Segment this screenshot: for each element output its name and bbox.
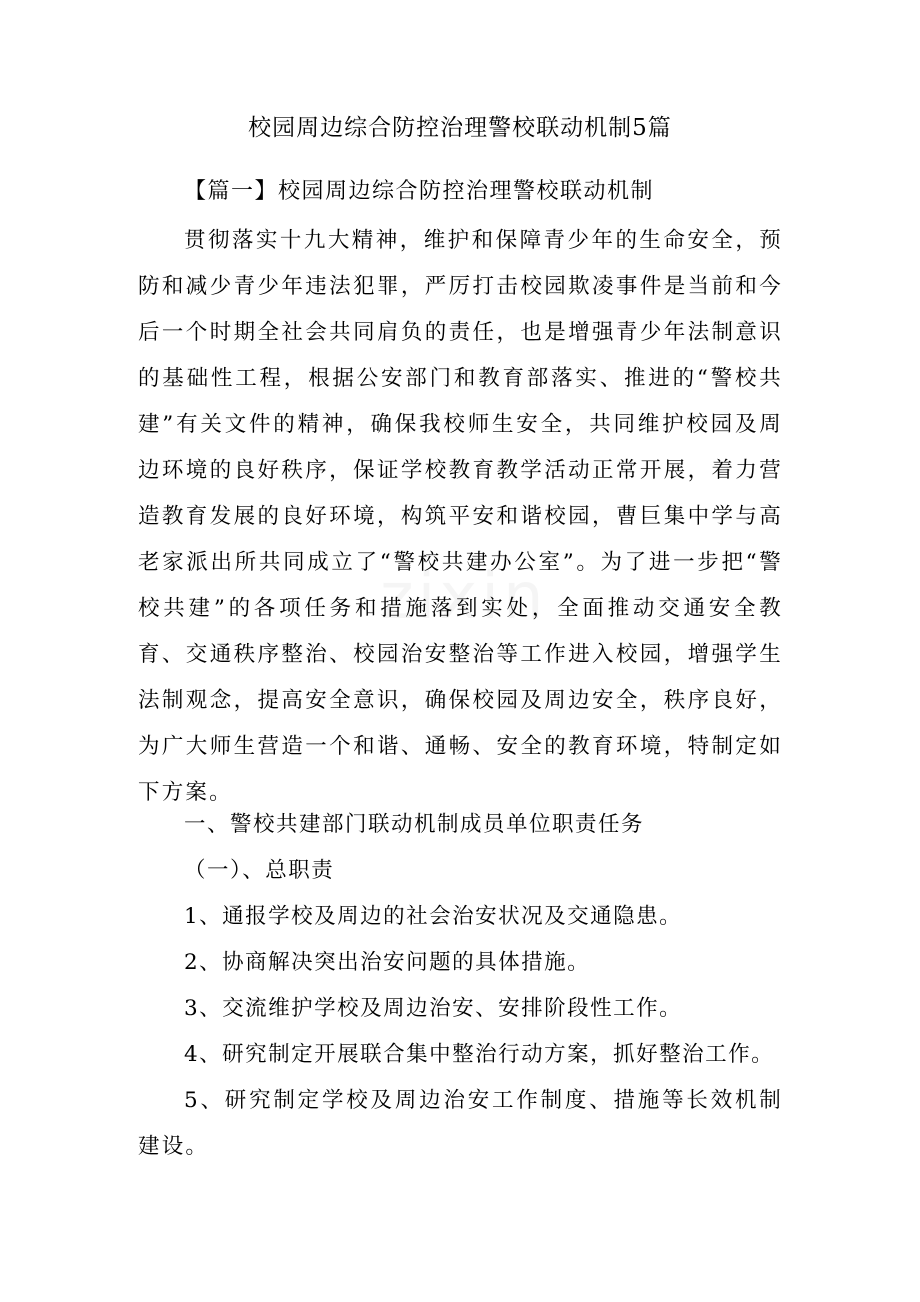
list-item: 2、协商解决突出治安问题的具体措施。 — [184, 950, 591, 975]
list-item: 3、交流维护学校及周边治安、安排阶段性工作。 — [184, 996, 683, 1021]
list-item: 4、研究制定开展联合集中整治行动方案，抓好整治工作。 — [184, 1042, 775, 1067]
list-item-five: 5、研究制定学校及周边治安工作制度、措施等长效机制建设。 — [138, 1088, 783, 1159]
list-item: 1、通报学校及周边的社会治安状况及交通隐患。 — [184, 904, 683, 929]
sub-heading: （一）、总职责 — [184, 858, 335, 883]
document-title: 校园周边综合防控治理警校联动机制5篇 — [248, 115, 672, 141]
intro-paragraph: 贯彻落实十九大精神，维护和保障青少年的生命安全，预防和减少青少年违法犯罪，严厉打击校园欺凌事件是当前和今后一个时期全社会共同肩负的责任，也是增强青少年法制意识的基础性工程，根据公安部门和教育部落实、推进的“警校共建”有关文件的精神，确保我校师生安全，共同维护校园及周边环境的良好秩序，保证学校教育教学活动正常开展，着力营造教育发展的良好环境，构筑平安和谐校园，曹巨集中学与高老家派出所共同成立了“警校共建办公室”。为了进一步把“警校共建”的各项任务和措施落到实处，全面推动交通安全教育、交通秩序整治、校园治安整治等工作进入校园，增强学生法制观念，提高安全意识，确保校园及周边安全，秩序良好，为广大师生营造一个和谐、通畅、安全的教育环境，特制定如下方案。 — [138, 228, 783, 805]
part-one-heading: 一、警校共建部门联动机制成员单位职责任务 — [184, 812, 645, 837]
section-heading: 【篇一】校园周边综合防控治理警校联动机制 — [184, 179, 655, 204]
